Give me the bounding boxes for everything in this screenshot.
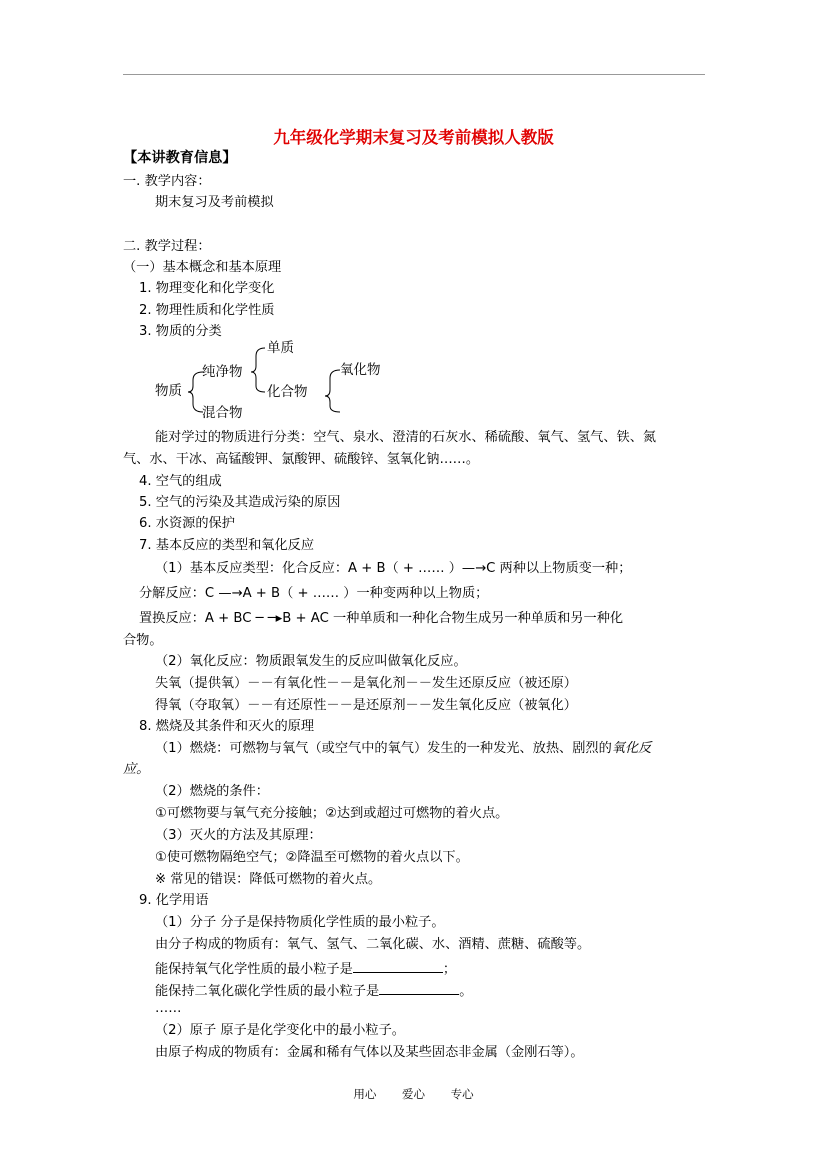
diagram-pure-substance: 纯净物 [202,364,243,380]
text-line [155,980,472,1001]
list-item: 1. 物理变化和化学变化 [139,281,275,296]
list-item: 9. 化学用语 [139,893,209,908]
text-line: 分解反应：C —→A + B（ + …… ）一种变两种以上物质； [139,586,489,601]
text-span: ； [442,962,456,977]
text-line: 气、水、干冰、高锰酸钾、氯酸钾、硫酸锌、氢氧化钠……。 [123,452,480,467]
text-line: 期末复习及考前模拟 [155,195,274,210]
text-line: （2）原子 原子是化学变化中的最小粒子。 [155,1023,405,1038]
text-line: ※ 常见的错误：降低可燃物的着火点。 [155,872,382,887]
text-line: 能对学过的物质进行分类：空气、泉水、澄清的石灰水、稀硫酸、氧气、氢气、铁、氮 [155,430,657,445]
text-span: 能保持二氧化碳化学性质的最小粒子是 [155,984,380,999]
text-line: …… [155,1001,182,1016]
section-header: 【本讲教育信息】 [123,150,237,166]
list-item: 8. 燃烧及其条件和灭火的原理 [139,719,315,734]
text-span: 能保持氧气化学性质的最小粒子是 [155,962,353,977]
text-line: 置换反应：A + BC ─ ─▸B + AC 一种单质和一种化合物生成另一种单质和另一种化 [139,611,624,626]
text-line: ①可燃物要与氧气充分接触；②达到或超过可燃物的着火点。 [155,806,509,821]
diagram-mixture: 混合物 [202,405,243,421]
list-item: 3. 物质的分类 [139,324,222,339]
diagram-compound: 化合物 [267,384,308,400]
diagram-oxide: 氧化物 [340,362,381,378]
list-item: 2. 物理性质和化学性质 [139,303,275,318]
footer-item: 用心 [353,1087,377,1101]
diagram-root: 物质 [155,383,182,399]
text-line: （1）分子 分子是保持物质化学性质的最小粒子。 [155,915,445,930]
text-line: （2）氧化反应：物质跟氧发生的反应叫做氧化反应。 [155,654,467,669]
text-line [155,958,456,979]
text-line: （3）灭火的方法及其原理： [155,828,322,843]
text-line: 二. 教学过程： [123,239,211,254]
page-footer [0,1086,827,1102]
diagram-element: 单质 [267,340,294,356]
blank-line [353,958,443,973]
list-item: 4. 空气的组成 [139,474,222,489]
list-item: 5. 空气的污染及其造成污染的原因 [139,495,341,510]
text-line: 合物。 [123,633,163,648]
text-line: 一. 教学内容： [123,174,211,189]
text-line: 由分子构成的物质有：氧气、氢气、二氧化碳、水、酒精、蔗糖、硫酸等。 [155,937,591,952]
footer-item: 专心 [450,1087,474,1101]
text-line [155,740,651,758]
footer-item: 爱心 [402,1087,425,1101]
italic-term: 氧化反 [611,741,652,756]
text-line: 失氧（提供氧）－－有氧化性－－是氧化剂－－发生还原反应（被还原） [155,676,577,691]
text-line: （一）基本概念和基本原理 [123,260,282,275]
page-title: 九年级化学期末复习及考前模拟人教版 [273,128,554,147]
blank-line [379,980,459,995]
list-item: 6. 水资源的保护 [139,516,235,531]
text-line: ①使可燃物隔绝空气；②降温至可燃物的着火点以下。 [155,850,469,865]
text-line: （2）燃烧的条件： [155,784,269,799]
text-span: （1）燃烧：可燃物与氧气（或空气中的氧气）发生的一种发光、放热、剧烈的 [155,741,612,756]
text-span: 。 [459,984,473,999]
text-line: 得氧（夺取氧）－－有还原性－－是还原剂－－发生氧化反应（被氧化） [155,698,577,713]
text-line: 应。 [123,762,150,777]
list-item: 7. 基本反应的类型和氧化反应 [139,538,315,553]
text-line: （1）基本反应类型：化合反应：A + B（ + …… ）—→C 两种以上物质变一种； [155,561,632,576]
text-line: 由原子构成的物质有：金属和稀有气体以及某些固态非金属（金刚石等）。 [155,1045,584,1060]
